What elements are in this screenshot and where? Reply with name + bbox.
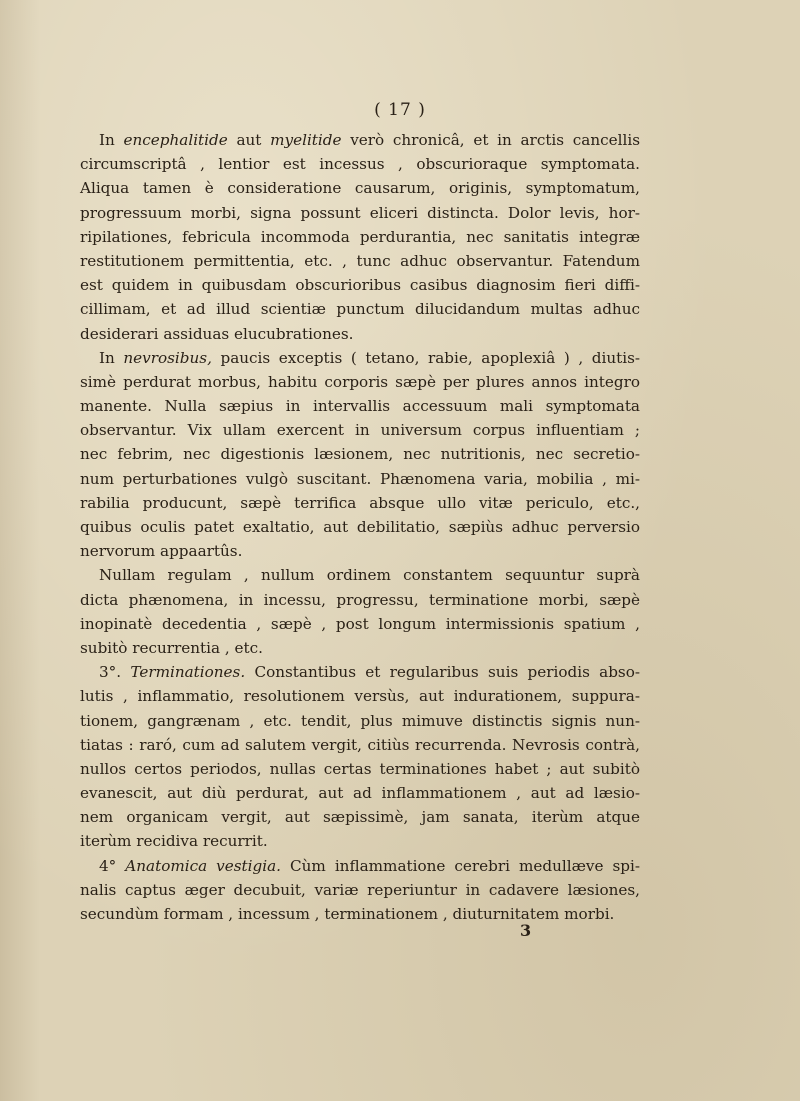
signature-mark: 3 <box>520 921 532 940</box>
text-run: nem organicam vergit, aut sæpissimè, jam sanata, iterùm atque <box>80 808 640 827</box>
text-line <box>80 273 640 297</box>
text-line <box>80 588 640 612</box>
text-run: rabilia producunt, sæpè terrifica absque ullo vitæ periculo, etc., <box>80 493 640 512</box>
text-line <box>80 467 640 491</box>
paragraph <box>80 854 640 927</box>
paragraph <box>80 563 640 660</box>
text-run: 3°. <box>99 663 131 682</box>
page-number: ( 17 ) <box>374 100 426 120</box>
text-line <box>80 249 640 273</box>
text-line <box>80 878 640 902</box>
text-line <box>80 515 640 539</box>
text-run: quibus oculis patet exaltatio, aut debilitatio, sæpiùs adhuc perversio <box>80 518 640 536</box>
text-run: circumscriptâ , lentior est incessus , obscurioraque symptomata. <box>80 155 640 174</box>
text-line <box>80 854 640 878</box>
body-text <box>80 128 640 926</box>
paragraph <box>80 346 640 564</box>
italic-text: Terminationes. <box>130 663 246 682</box>
text-line <box>80 805 640 829</box>
paragraph <box>80 128 640 346</box>
text-line <box>80 636 640 660</box>
text-line <box>80 491 640 515</box>
text-run: nec febrim, nec digestionis læsionem, nec nutritionis, nec secretio- <box>80 445 640 464</box>
text-line <box>80 370 640 394</box>
text-run: observantur. Vix ullam exercent in universum corpus influentiam ; <box>80 421 640 440</box>
text-run: aut <box>227 131 271 149</box>
text-run: ripilationes, febricula incommoda perdurantia, nec sanitatis integræ <box>80 227 640 246</box>
text-run: manente. Nulla sæpius in intervallis accessuum mali symptomata <box>80 397 640 416</box>
text-run: Cùm inflammatione cerebri medullæve spi- <box>280 856 640 875</box>
text-line <box>80 322 640 346</box>
text-run: secundùm formam , incessum , terminationem , diuturnitatem morbi. <box>80 905 615 923</box>
text-run: inopinatè decedentia , sæpè , post longum intermissionis spatium , <box>80 614 640 633</box>
text-run: num perturbationes vulgò suscitant. Phænomena varia, mobilia , mi- <box>80 469 640 488</box>
text-line <box>80 709 640 733</box>
text-run: tionem, gangrænam , etc. tendit, plus mimuve distinctis signis nun- <box>80 711 640 730</box>
text-line <box>80 297 640 321</box>
text-run: 4° <box>99 856 126 875</box>
text-run: Aliqua tamen è consideratione causarum, originis, symptomatum, <box>80 179 640 198</box>
text-run: In <box>99 131 124 149</box>
text-line <box>80 442 640 466</box>
text-run: evanescit, aut diù perdurat, aut ad inflammationem , aut ad læsio- <box>80 784 640 803</box>
paragraph <box>80 660 640 854</box>
text-run: simè perdurat morbus, habitu corporis sæpè per plures annos integro <box>80 372 640 391</box>
text-line <box>80 152 640 176</box>
text-run: iterùm recidiva recurrit. <box>80 832 268 851</box>
text-run: paucis exceptis ( tetano, rabie, apoplexiâ ) , diutis- <box>211 348 641 367</box>
text-run: subitò recurrentia , etc. <box>80 638 263 657</box>
text-run: nervorum appaartûs. <box>80 542 243 561</box>
text-line <box>80 225 640 249</box>
text-line <box>80 539 640 563</box>
text-line <box>80 684 640 708</box>
text-run: tiatas : raró, cum ad salutem vergit, citiùs recurrenda. Nevrosis contrà, <box>80 735 640 754</box>
text-line <box>80 418 640 442</box>
text-line <box>80 176 640 200</box>
italic-text: encephalitide <box>123 131 228 149</box>
text-run: Nullam regulam , nullum ordinem constantem sequuntur suprà <box>99 566 640 585</box>
text-run: restitutionem permittentia, etc. , tunc adhuc observantur. Fatendum <box>80 251 640 270</box>
text-line <box>80 829 640 853</box>
text-line <box>80 128 640 152</box>
text-line <box>80 757 640 781</box>
text-line <box>80 733 640 757</box>
italic-text: myelitide <box>270 131 342 149</box>
text-run: nullos certos periodos, nullas certas terminationes habet ; aut subitò <box>80 759 640 778</box>
text-run: Constantibus et regularibus suis periodis abso- <box>245 663 640 682</box>
text-line <box>80 902 640 926</box>
text-line <box>80 612 640 636</box>
text-run: est quidem in quibusdam obscurioribus casibus diagnosim fieri diffi- <box>80 276 640 295</box>
text-line <box>80 346 640 370</box>
text-run: desiderari assiduas elucubrationes. <box>80 324 354 343</box>
text-run: cillimam, et ad illud scientiæ punctum dilucidandum multas adhuc <box>80 300 640 319</box>
text-line <box>80 201 640 225</box>
text-run: In <box>99 348 124 367</box>
text-line <box>80 563 640 587</box>
text-line <box>80 394 640 418</box>
text-run: progressuum morbi, signa possunt eliceri distincta. Dolor levis, hor- <box>80 203 640 222</box>
text-run: nalis captus æger decubuit, variæ reperiuntur in cadavere læsiones, <box>80 880 640 899</box>
text-run: dicta phænomena, in incessu, progressu, terminatione morbi, sæpè <box>80 590 640 609</box>
italic-text: Anatomica vestigia. <box>125 856 281 875</box>
italic-text: nevrosibus, <box>123 348 212 367</box>
text-line <box>80 660 640 684</box>
text-run: lutis , inflammatio, resolutionem versùs, aut indurationem, suppura- <box>80 687 640 706</box>
text-line <box>80 781 640 805</box>
text-run: verò chronicâ, et in arctis cancellis <box>341 131 641 149</box>
